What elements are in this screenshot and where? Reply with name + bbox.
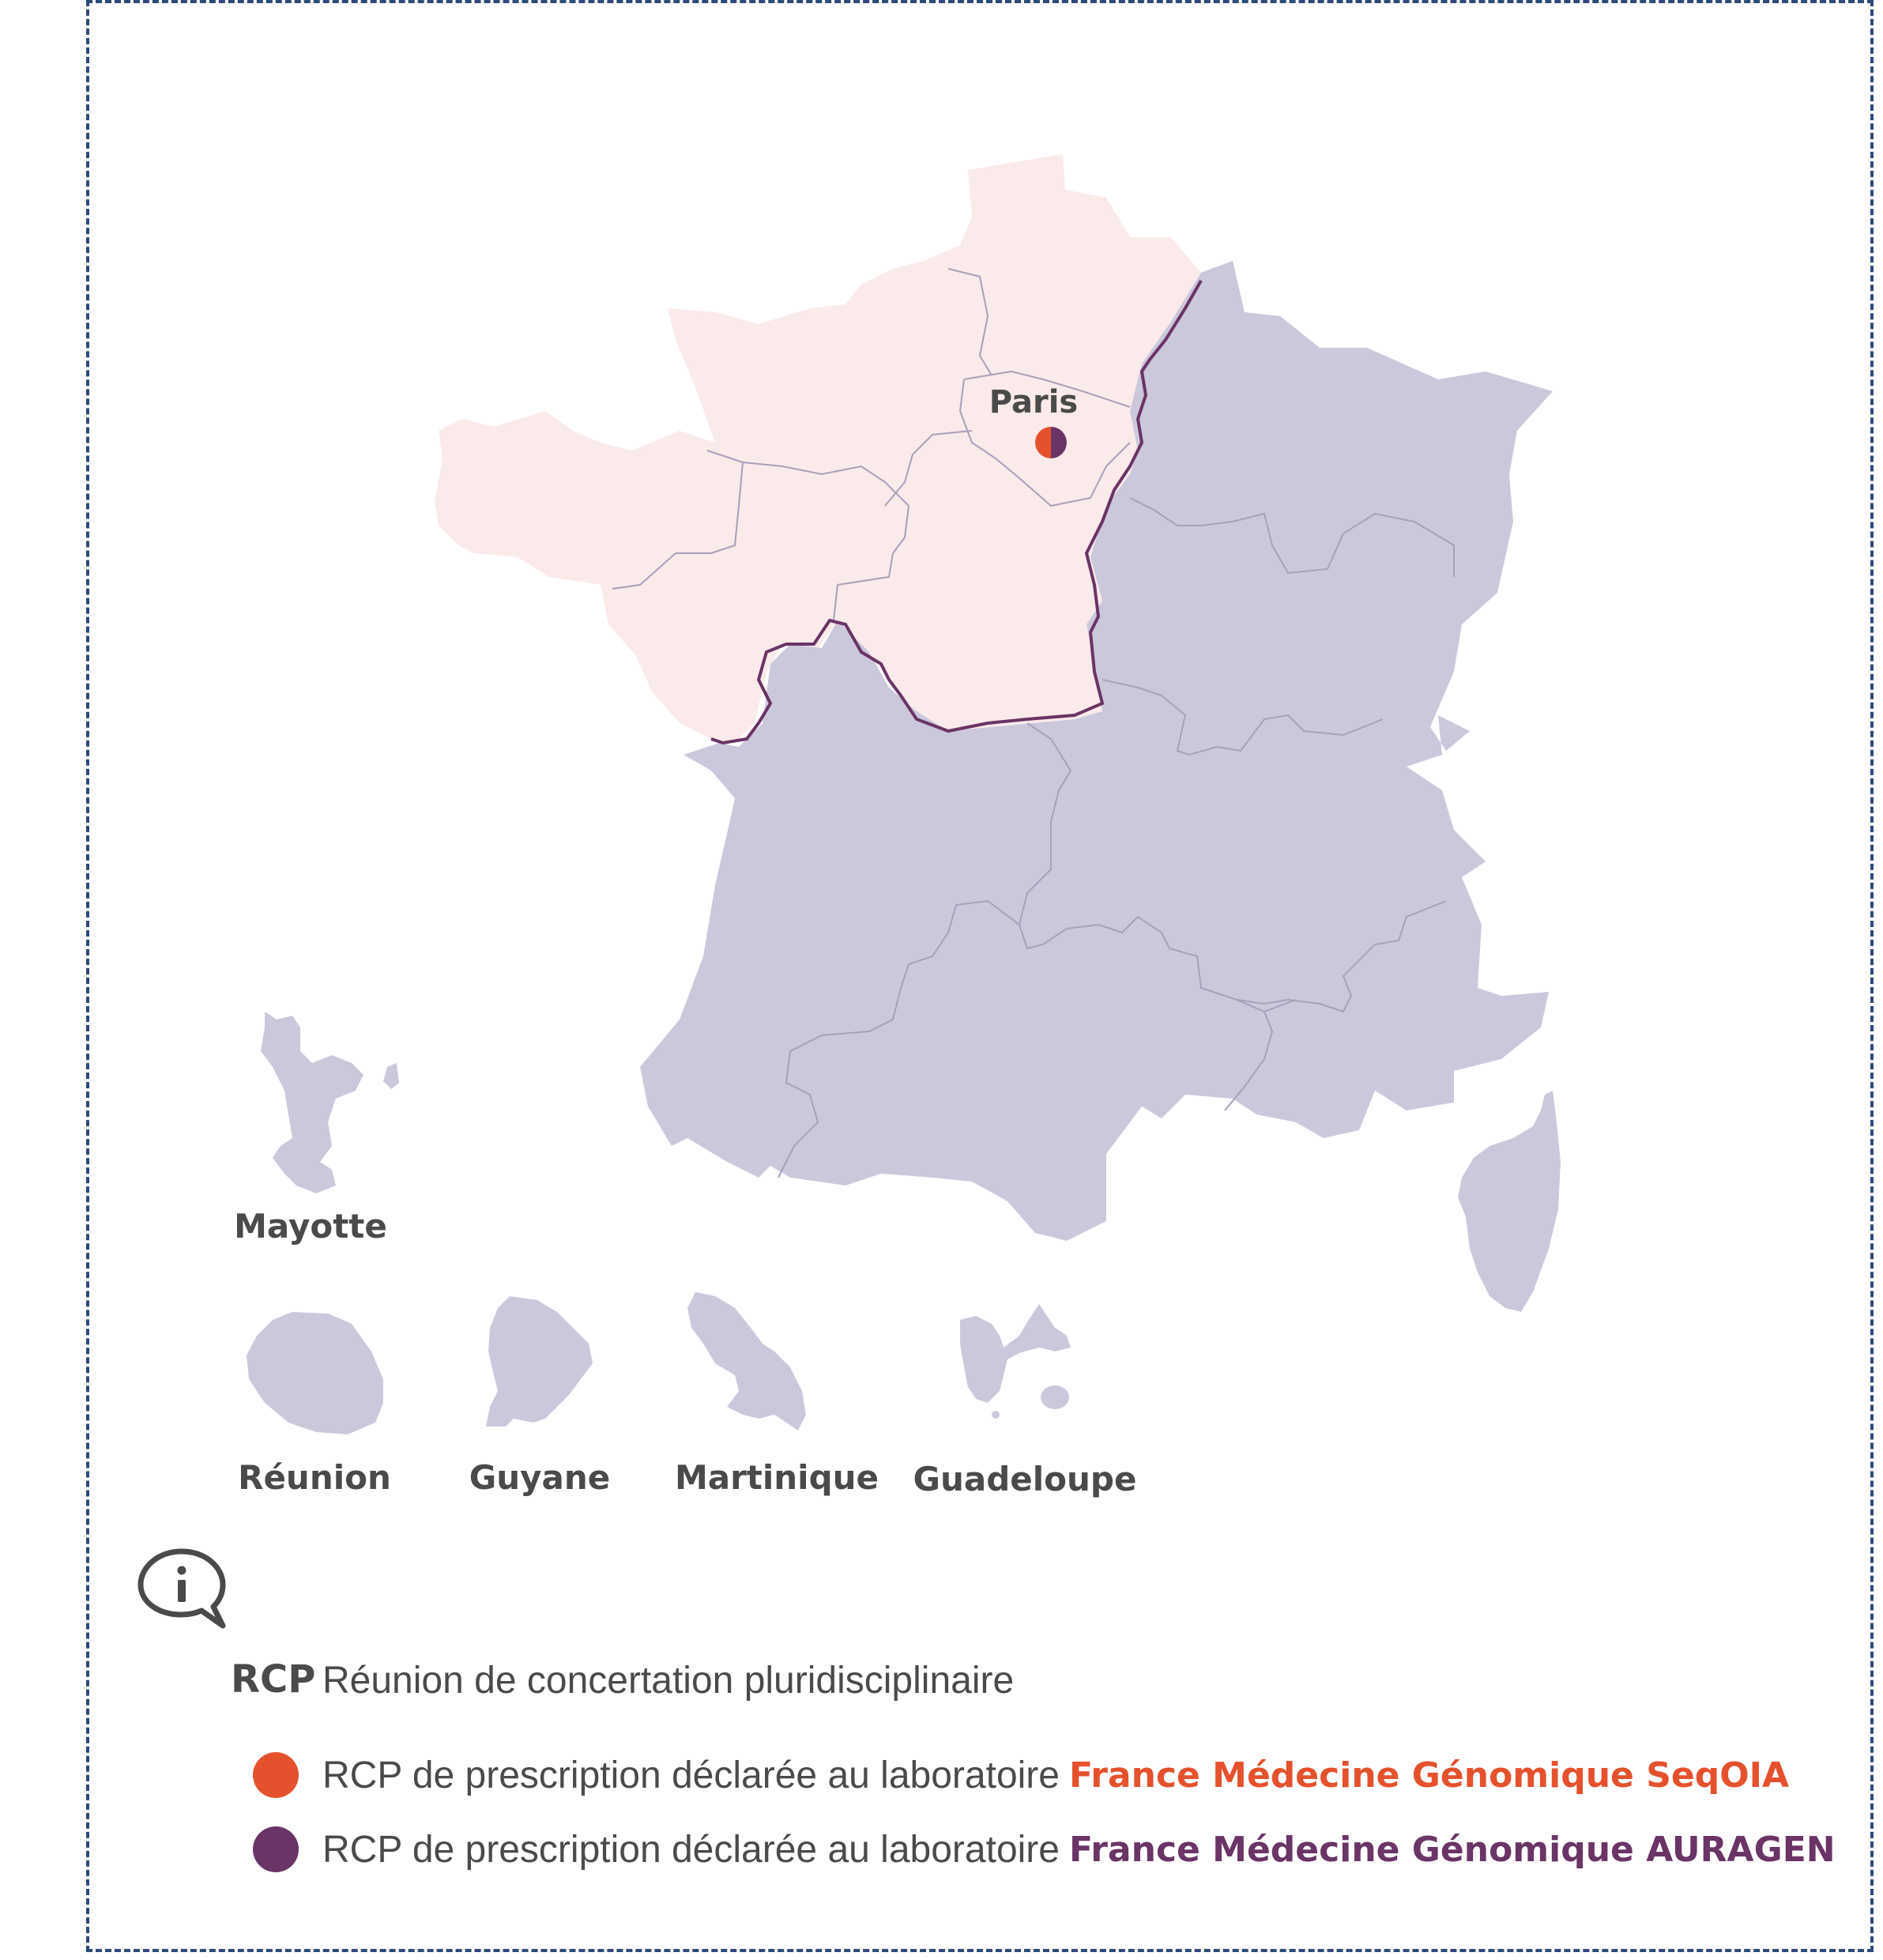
martinique-label: Martinique [674,1458,879,1497]
guyane-label: Guyane [469,1458,611,1497]
mayotte-shape [261,1012,363,1193]
legend-item-auragen [253,1826,1836,1872]
mayotte-label: Mayotte [234,1207,387,1246]
legend-lab-name: France Médecine Génomique AURAGEN [1068,1829,1836,1870]
reunion-label: Réunion [238,1458,391,1497]
paris-marker [1035,427,1067,458]
martinique-shape [687,1292,806,1430]
guadeloupe-islet-small [992,1411,1000,1419]
legend-lab-name: France Médecine Génomique SeqOIA [1068,1755,1790,1796]
reunion-shape [247,1312,383,1434]
legend-abbr: RCP [231,1657,316,1702]
paris-label: Paris [989,384,1079,420]
mayotte-islet [383,1063,399,1089]
guadeloupe-islet [1041,1385,1069,1409]
legend-prefix: RCP de prescription déclarée au laboratoire [322,1828,1060,1871]
info-speech-bubble-icon [134,1545,229,1632]
legend-abbr-text: Réunion de concertation pluridisciplinaire [322,1660,1015,1702]
legend-item-seqoia [253,1752,1789,1798]
guadeloupe-label: Guadeloupe [913,1460,1137,1498]
auragen-dot [253,1826,299,1872]
seqoia-dot [253,1752,299,1798]
guyane-shape [486,1296,593,1427]
corsica [1458,1091,1561,1312]
legend-prefix: RCP de prescription déclarée au laboratoire [322,1754,1060,1796]
